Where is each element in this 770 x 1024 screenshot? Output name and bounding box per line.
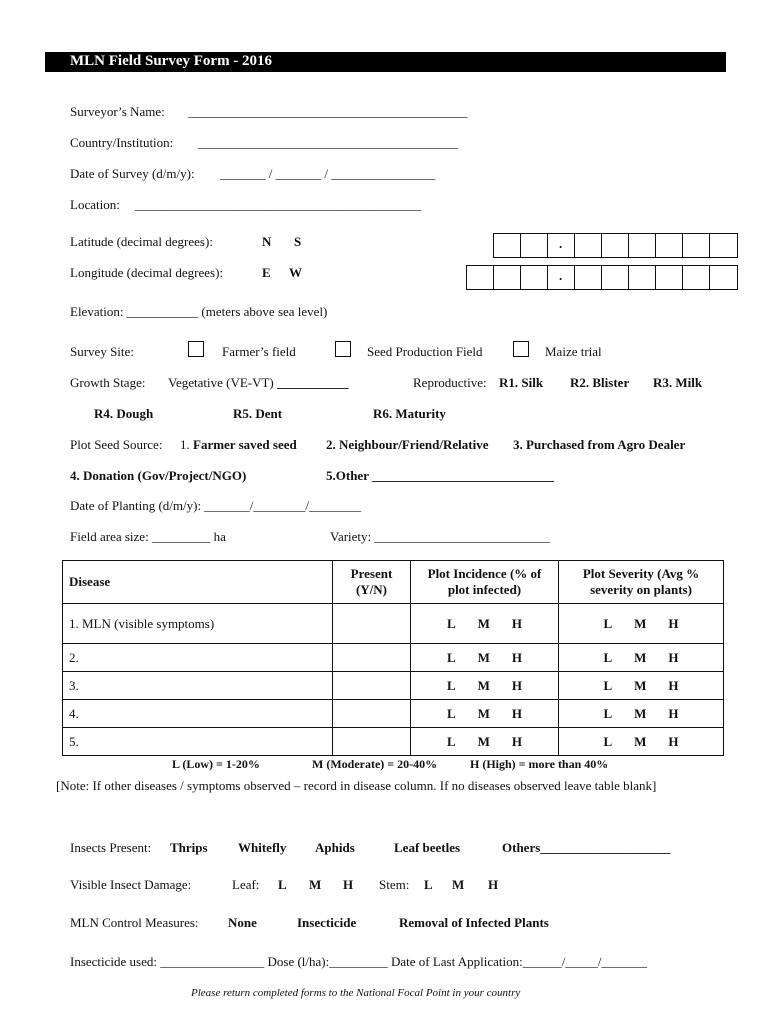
option-low[interactable]: L bbox=[446, 677, 456, 693]
longitude-grid[interactable] bbox=[466, 265, 738, 290]
longitude-w-option[interactable]: W bbox=[289, 265, 302, 280]
lmh-options bbox=[565, 706, 717, 722]
latitude-grid[interactable] bbox=[493, 233, 738, 258]
footer-instructions: Please return completed forms to the National Focal Point in your country bbox=[191, 987, 521, 999]
control-removal-option[interactable]: Removal of Infected Plants bbox=[399, 915, 549, 930]
grid-cell[interactable] bbox=[656, 266, 683, 289]
control-none-option[interactable]: None bbox=[228, 915, 257, 930]
planting-date-field[interactable]: Date of Planting (d/m/y): _______/________/________ bbox=[70, 498, 362, 513]
grid-cell[interactable] bbox=[521, 266, 548, 289]
legend-moderate: M (Moderate) = 20-40% bbox=[312, 757, 438, 771]
control-insecticide-option[interactable]: Insecticide bbox=[297, 915, 357, 930]
table-row bbox=[63, 728, 724, 756]
table-header-row bbox=[63, 561, 724, 604]
grid-cell[interactable] bbox=[494, 234, 521, 257]
lmh-options bbox=[565, 616, 717, 632]
stage-r5-option[interactable]: R5. Dent bbox=[233, 406, 283, 421]
growth-vegetative-label bbox=[168, 375, 349, 391]
header-present: Present (Y/N) bbox=[333, 561, 411, 604]
option-low[interactable]: L bbox=[603, 615, 613, 631]
seed-option-1-number: 1. bbox=[180, 437, 190, 452]
incidence-cell[interactable] bbox=[411, 728, 559, 756]
insect-whitefly-option[interactable]: Whitefly bbox=[238, 840, 287, 855]
disease-cell[interactable]: 1. MLN (visible symptoms) bbox=[63, 604, 333, 644]
stem-label: Stem: bbox=[379, 877, 410, 892]
surveyor-label: Surveyor’s Name: bbox=[70, 104, 165, 119]
seed-option-2[interactable]: 2. Neighbour/Friend/Relative bbox=[326, 437, 489, 452]
grid-cell[interactable] bbox=[494, 266, 521, 289]
option-moderate[interactable]: M bbox=[634, 615, 647, 631]
grid-cell[interactable] bbox=[629, 234, 656, 257]
option-moderate[interactable]: M bbox=[634, 677, 647, 693]
elevation-field[interactable]: Elevation: ___________ (meters above sea level) bbox=[70, 304, 328, 319]
option-moderate[interactable]: M bbox=[477, 733, 490, 749]
severity-cell[interactable] bbox=[559, 700, 724, 728]
present-cell[interactable] bbox=[333, 700, 411, 728]
present-cell[interactable] bbox=[333, 728, 411, 756]
table-note: [Note: If other diseases / symptoms observed – record in disease column. If no diseases observed leave table blank] bbox=[56, 778, 657, 793]
farmers-field-checkbox[interactable] bbox=[188, 341, 204, 357]
grid-cell[interactable] bbox=[683, 234, 710, 257]
severity-cell[interactable] bbox=[559, 672, 724, 700]
growth-stage-label: Growth Stage: bbox=[70, 375, 146, 390]
seed-option-1[interactable]: Farmer saved seed bbox=[193, 437, 297, 452]
lmh-options bbox=[417, 706, 552, 722]
farmers-field-label: Farmer’s field bbox=[222, 344, 296, 359]
option-high[interactable]: H bbox=[511, 733, 523, 749]
option-low[interactable]: L bbox=[603, 649, 613, 665]
header-incidence: Plot Incidence (% of plot infected) bbox=[411, 561, 559, 604]
date-label: Date of Survey (d/m/y): bbox=[70, 166, 195, 181]
severity-cell[interactable] bbox=[559, 728, 724, 756]
table-row bbox=[63, 700, 724, 728]
insect-thrips-option[interactable]: Thrips bbox=[170, 840, 208, 855]
location-label: Location: bbox=[70, 197, 120, 212]
option-high[interactable]: H bbox=[511, 615, 523, 631]
disease-cell[interactable]: 5. bbox=[63, 728, 333, 756]
option-low[interactable]: L bbox=[446, 649, 456, 665]
damage-label: Visible Insect Damage: bbox=[70, 877, 192, 892]
option-high[interactable]: H bbox=[511, 705, 523, 721]
option-moderate[interactable]: M bbox=[477, 705, 490, 721]
table-row bbox=[63, 604, 724, 644]
grid-cell[interactable] bbox=[602, 266, 629, 289]
option-low[interactable]: L bbox=[603, 733, 613, 749]
grid-cell[interactable] bbox=[602, 234, 629, 257]
grid-cell[interactable] bbox=[656, 234, 683, 257]
option-low[interactable]: L bbox=[446, 733, 456, 749]
option-high[interactable]: H bbox=[668, 615, 679, 631]
option-high[interactable]: H bbox=[668, 705, 679, 721]
table-row bbox=[63, 672, 724, 700]
option-low[interactable]: L bbox=[446, 615, 456, 631]
seed-production-checkbox[interactable] bbox=[335, 341, 351, 357]
stage-r3-option[interactable]: R3. Milk bbox=[653, 375, 703, 390]
option-low[interactable]: L bbox=[446, 705, 456, 721]
disease-cell[interactable]: 4. bbox=[63, 700, 333, 728]
option-high[interactable]: H bbox=[511, 649, 523, 665]
survey-site-label: Survey Site: bbox=[70, 344, 134, 359]
maize-trial-label: Maize trial bbox=[545, 344, 602, 359]
option-moderate[interactable]: M bbox=[634, 649, 647, 665]
incidence-cell[interactable] bbox=[411, 672, 559, 700]
seed-option-5-other[interactable]: 5.Other ____________________________ bbox=[326, 468, 554, 483]
grid-cell[interactable] bbox=[467, 266, 494, 289]
present-cell[interactable] bbox=[333, 644, 411, 672]
latitude-label: Latitude (decimal degrees): bbox=[70, 234, 213, 249]
header-disease: Disease bbox=[63, 561, 333, 604]
stage-r1-option[interactable]: R1. Silk bbox=[499, 375, 544, 390]
insect-others-field[interactable]: Others____________________ bbox=[502, 840, 671, 855]
longitude-e-option[interactable]: E bbox=[262, 265, 271, 280]
option-moderate[interactable]: M bbox=[634, 705, 647, 721]
longitude-label: Longitude (decimal degrees): bbox=[70, 265, 224, 280]
leaf-option-low[interactable]: L bbox=[278, 877, 287, 892]
present-cell[interactable] bbox=[333, 604, 411, 644]
control-label: MLN Control Measures: bbox=[70, 915, 199, 930]
disease-cell[interactable]: 2. bbox=[63, 644, 333, 672]
disease-cell[interactable]: 3. bbox=[63, 672, 333, 700]
lmh-options bbox=[565, 650, 717, 666]
option-low[interactable]: L bbox=[603, 705, 613, 721]
stem-option-high[interactable]: H bbox=[488, 877, 499, 892]
option-high[interactable]: H bbox=[668, 733, 679, 749]
grid-cell-decimal-point[interactable] bbox=[548, 266, 575, 289]
table-row bbox=[63, 644, 724, 672]
option-moderate[interactable]: M bbox=[477, 649, 490, 665]
country-field[interactable]: ________________________________________ bbox=[198, 135, 458, 150]
vegetative-field[interactable]: ___________ bbox=[277, 375, 349, 390]
lmh-options bbox=[417, 734, 552, 750]
seed-source-label: Plot Seed Source: bbox=[70, 437, 163, 452]
grid-cell[interactable] bbox=[575, 234, 602, 257]
severity-cell[interactable] bbox=[559, 604, 724, 644]
option-moderate[interactable]: M bbox=[477, 677, 490, 693]
stem-option-low[interactable]: L bbox=[424, 877, 433, 892]
insecticide-used-field[interactable]: Insecticide used: ________________ Dose (l/ha):_________ Date of Last Application:______/_____/_______ bbox=[70, 954, 647, 969]
stage-r6-option[interactable]: R6. Maturity bbox=[373, 406, 446, 421]
insects-label: Insects Present: bbox=[70, 840, 152, 855]
grid-cell-decimal-point[interactable] bbox=[548, 234, 575, 257]
seed-option-3[interactable]: 3. Purchased from Agro Dealer bbox=[513, 437, 686, 452]
grid-cell[interactable] bbox=[521, 234, 548, 257]
surveyor-field[interactable]: ___________________________________________ bbox=[188, 104, 468, 119]
field-area-field[interactable]: Field area size: _________ ha bbox=[70, 529, 226, 544]
lmh-options bbox=[565, 734, 717, 750]
header-severity: Plot Severity (Avg % severity on plants) bbox=[559, 561, 724, 604]
grid-cell[interactable] bbox=[683, 266, 710, 289]
form-title: MLN Field Survey Form - 2016 bbox=[70, 53, 273, 69]
leaf-option-high[interactable]: H bbox=[343, 877, 354, 892]
latitude-s-option[interactable]: S bbox=[294, 234, 302, 249]
grid-cell[interactable] bbox=[575, 266, 602, 289]
latitude-n-option[interactable]: N bbox=[262, 234, 272, 249]
leaf-label: Leaf: bbox=[232, 877, 260, 892]
seed-option-4[interactable]: 4. Donation (Gov/Project/NGO) bbox=[70, 468, 247, 483]
option-moderate[interactable]: M bbox=[477, 615, 490, 631]
insect-aphids-option[interactable]: Aphids bbox=[315, 840, 355, 855]
disease-table bbox=[62, 560, 724, 756]
incidence-cell[interactable] bbox=[411, 604, 559, 644]
lmh-options bbox=[565, 678, 717, 694]
grid-cell[interactable] bbox=[629, 266, 656, 289]
incidence-cell[interactable] bbox=[411, 700, 559, 728]
title-bar bbox=[45, 52, 726, 72]
seed-production-label: Seed Production Field bbox=[367, 344, 483, 359]
option-high[interactable]: H bbox=[511, 677, 523, 693]
option-high[interactable]: H bbox=[668, 649, 679, 665]
reproductive-label: Reproductive: bbox=[413, 375, 487, 390]
leaf-option-moderate[interactable]: M bbox=[309, 877, 322, 892]
option-moderate[interactable]: M bbox=[634, 733, 647, 749]
insect-leaf-beetles-option[interactable]: Leaf beetles bbox=[394, 840, 461, 855]
date-field[interactable]: _______ / _______ / ________________ bbox=[220, 166, 436, 181]
incidence-cell[interactable] bbox=[411, 644, 559, 672]
grid-cell[interactable] bbox=[710, 266, 737, 289]
stem-option-moderate[interactable]: M bbox=[452, 877, 465, 892]
country-label: Country/Institution: bbox=[70, 135, 174, 150]
stage-r4-option[interactable]: R4. Dough bbox=[94, 406, 154, 421]
maize-trial-checkbox[interactable] bbox=[513, 341, 529, 357]
option-high[interactable]: H bbox=[668, 677, 679, 693]
legend-low: L (Low) = 1-20% bbox=[172, 757, 260, 771]
present-cell[interactable] bbox=[333, 672, 411, 700]
legend-high: H (High) = more than 40% bbox=[470, 757, 609, 771]
option-low[interactable]: L bbox=[603, 677, 613, 693]
vegetative-text: Vegetative (VE-VT) bbox=[168, 375, 278, 390]
severity-cell[interactable] bbox=[559, 644, 724, 672]
lmh-options bbox=[417, 650, 552, 666]
grid-cell[interactable] bbox=[710, 234, 737, 257]
lmh-options bbox=[417, 678, 552, 694]
variety-field[interactable]: Variety: ___________________________ bbox=[330, 529, 550, 544]
location-field[interactable]: ____________________________________________ bbox=[135, 197, 421, 212]
stage-r2-option[interactable]: R2. Blister bbox=[570, 375, 630, 390]
lmh-options bbox=[417, 616, 552, 632]
